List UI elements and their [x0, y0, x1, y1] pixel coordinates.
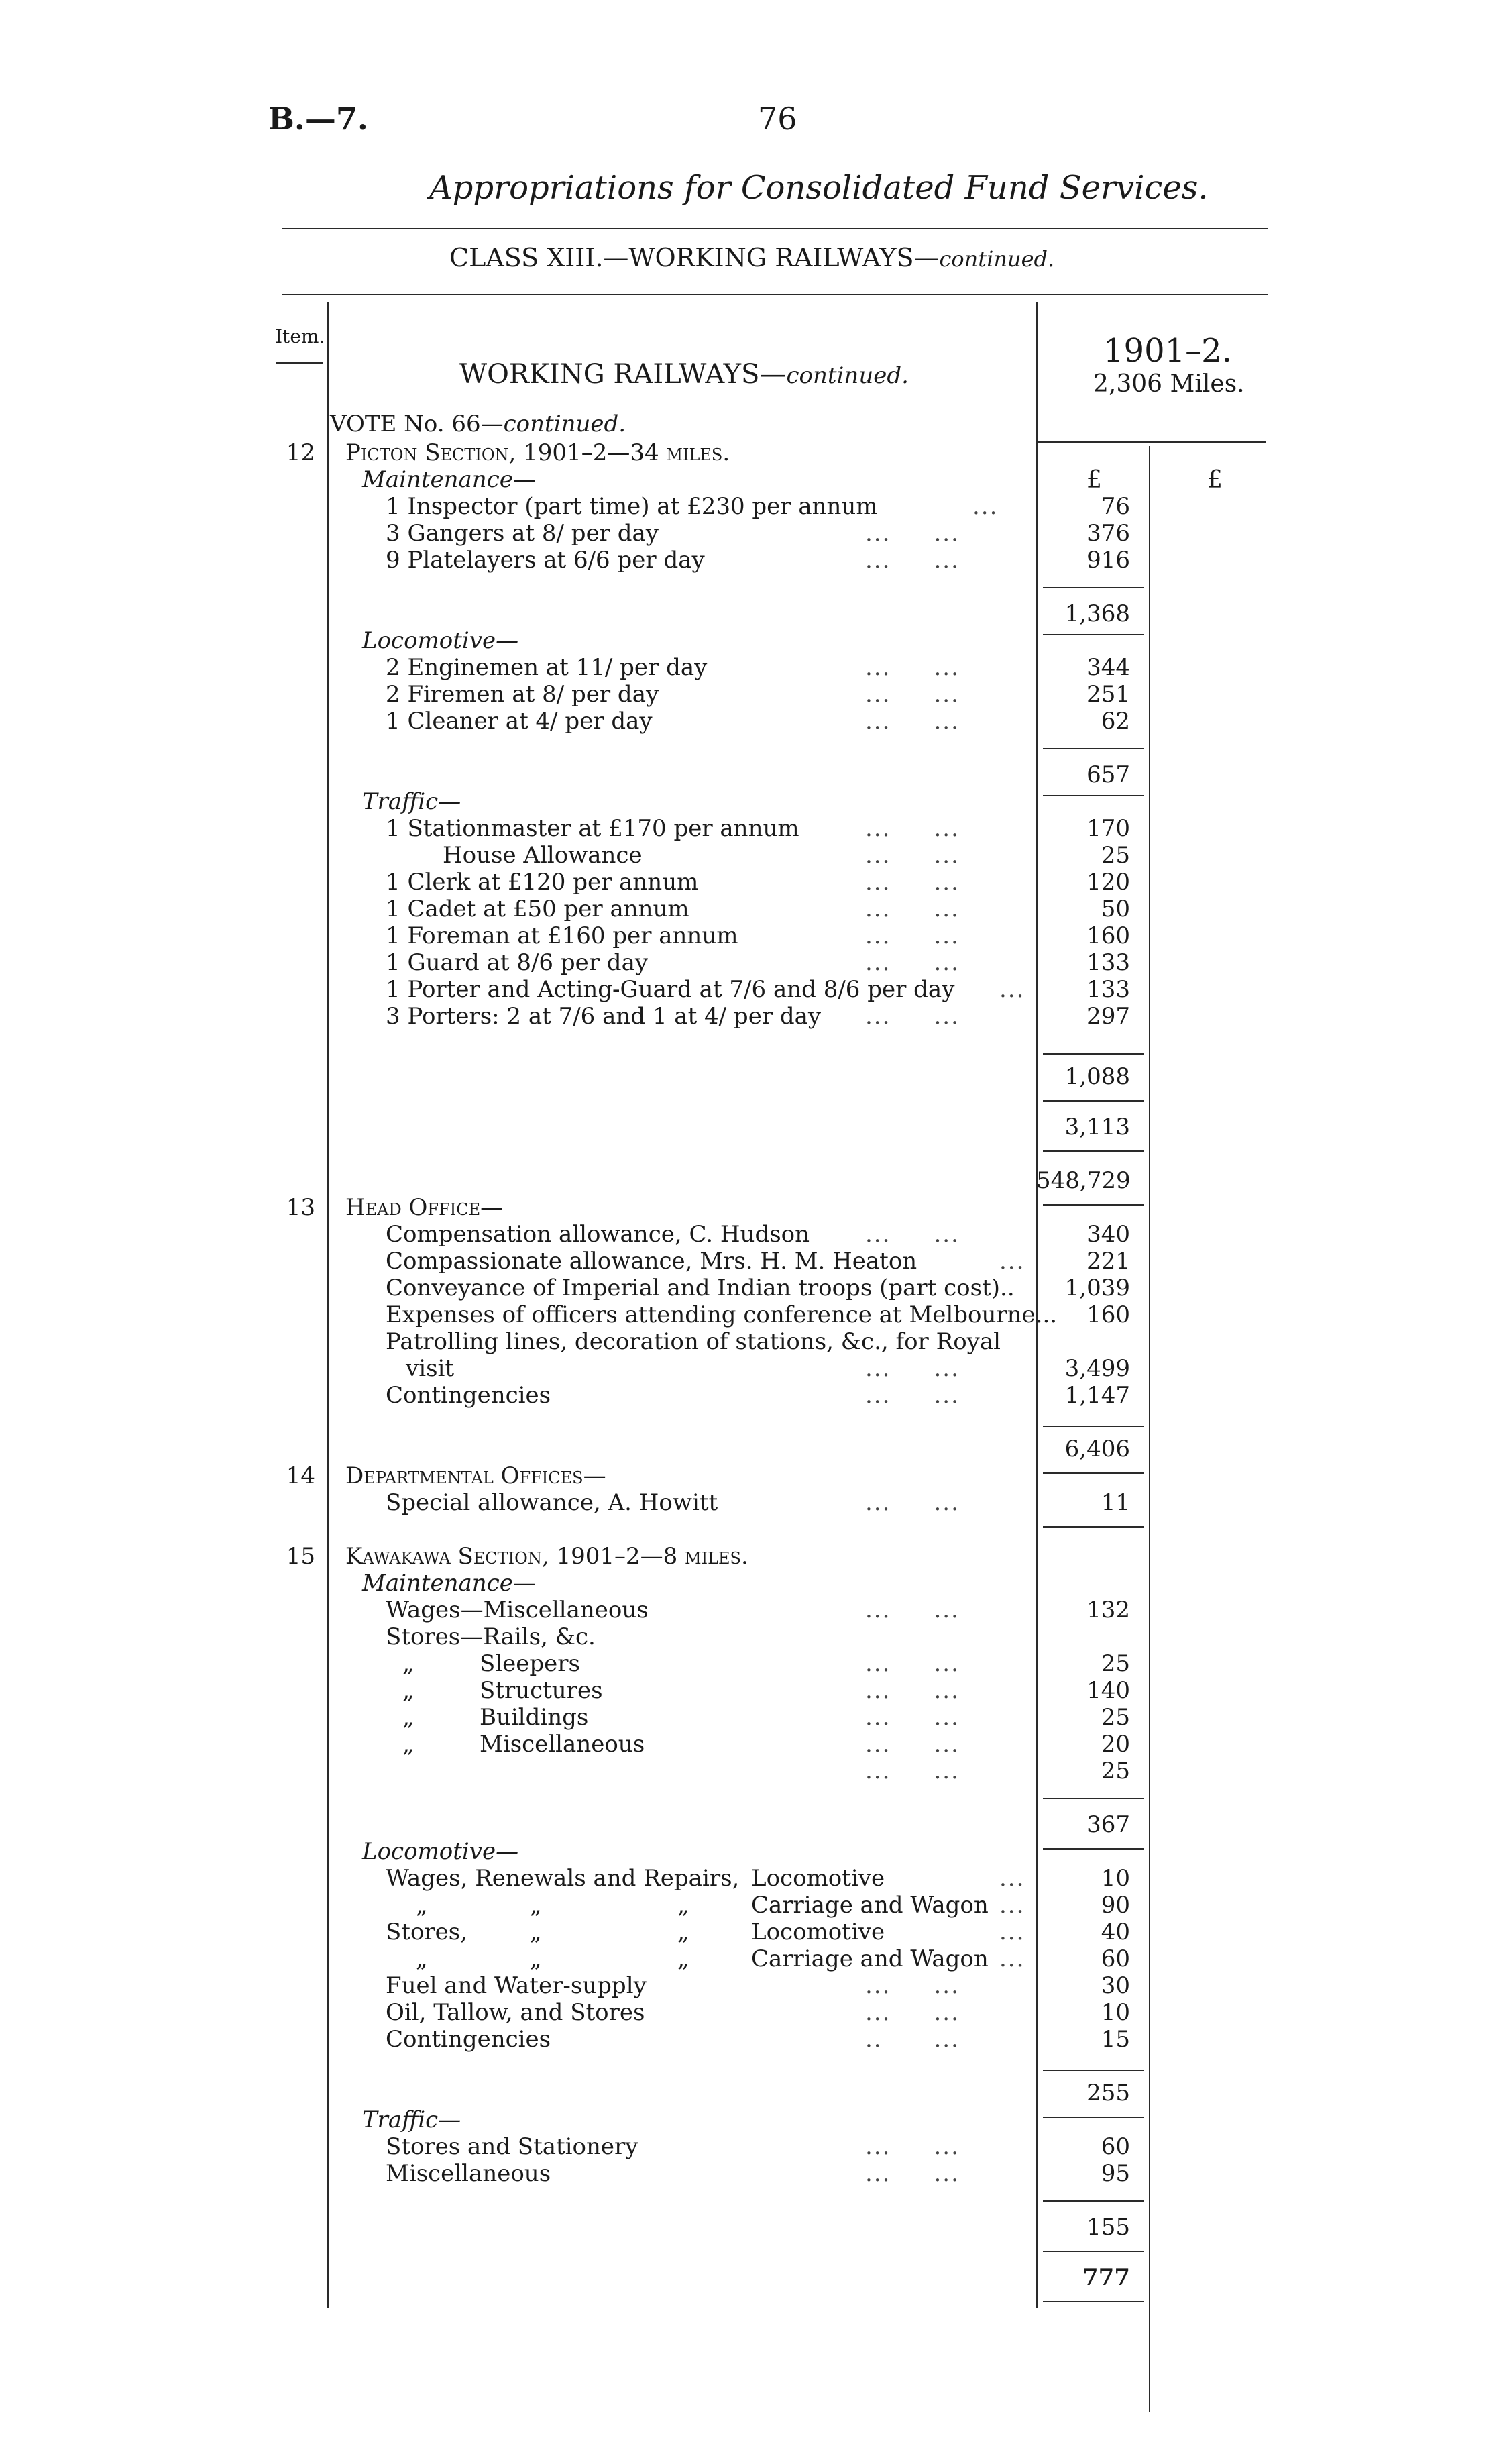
head-rule — [1038, 441, 1266, 443]
subtotal-rule — [1043, 1798, 1144, 1799]
leader-dots: ... ... — [865, 681, 960, 708]
vote-heading — [330, 411, 626, 437]
ditto-mark: „ — [416, 1892, 428, 1919]
ditto-mark: „ — [530, 1919, 542, 1945]
amount: 221 — [1086, 1248, 1130, 1275]
loco-type: Carriage and Wagon — [751, 1945, 989, 1972]
loco-type: Locomotive — [751, 1919, 885, 1945]
locomotive-label: Locomotive— — [362, 627, 519, 654]
subtotal-rule — [1043, 2070, 1144, 2071]
leader-dots: ... ... — [865, 1355, 960, 1382]
traffic-line: 1 Foreman at £160 per annum — [386, 922, 738, 949]
section-heading — [459, 359, 909, 390]
locomotive-line: 2 Firemen at 8/ per day — [386, 681, 659, 708]
miles-heading: 2,306 Miles. — [1093, 370, 1245, 398]
leader-dots: ... — [999, 1945, 1025, 1972]
stores-line: Structures — [480, 1677, 603, 1704]
item-column-label: Item. — [275, 325, 325, 347]
traffic-line: 1 Guard at 8/6 per day — [386, 949, 649, 976]
subtotal-rule — [1043, 2200, 1144, 2202]
locomotive-line: 2 Enginemen at 11/ per day — [386, 654, 708, 681]
year-heading: 1901–2. — [1103, 332, 1232, 370]
leader-dots: ... ... — [865, 896, 960, 922]
amount: 140 — [1086, 1677, 1130, 1704]
subtotal-rule — [1043, 2251, 1144, 2252]
subtotal-rule — [1043, 1204, 1144, 1206]
amount: 11 — [1101, 1489, 1130, 1516]
amount: 30 — [1101, 1972, 1130, 1999]
item-label-rule — [276, 362, 323, 364]
amount: 120 — [1086, 869, 1130, 896]
leader-dots: ... ... — [865, 520, 960, 547]
section-heading-main: WORKING RAILWAYS— — [459, 359, 787, 390]
subtotal-rule — [1043, 2117, 1144, 2118]
loco-type: Locomotive — [751, 1865, 885, 1892]
amount: 160 — [1086, 1301, 1130, 1328]
subtotal-rule — [1043, 748, 1144, 749]
loco-other-line: Oil, Tallow, and Stores — [386, 1999, 645, 2026]
subtotal-rule — [1043, 1426, 1144, 1427]
section-heading-cont: continued. — [786, 362, 909, 389]
stores-line: Miscellaneous — [480, 1731, 645, 1758]
class-heading — [449, 243, 1054, 272]
item-number-14: 14 — [286, 1462, 315, 1489]
amount: 251 — [1086, 681, 1130, 708]
class-heading-main: CLASS XIII.—WORKING RAILWAYS— — [449, 243, 940, 272]
ditto-mark: „ — [677, 1945, 689, 1972]
subtotal-rule — [1043, 795, 1144, 796]
head-office-heading: Head Office— — [345, 1194, 504, 1221]
carried-total: 548,729 — [1036, 1167, 1131, 1194]
leader-dots: ... — [972, 493, 999, 520]
traffic-label: Traffic— — [362, 2106, 461, 2133]
loco-other-line: Contingencies — [386, 2026, 551, 2053]
leader-dots: ... — [999, 1892, 1025, 1919]
stores-rails-line: Stores—Rails, &c. — [386, 1623, 596, 1650]
traffic-line: Stores and Stationery — [386, 2133, 638, 2160]
leader-dots: ... ... — [865, 708, 960, 735]
item-number-12: 12 — [286, 439, 315, 466]
traffic-line: Miscellaneous — [386, 2160, 551, 2187]
amount: 25 — [1101, 1704, 1130, 1731]
leader-dots: ... ... — [865, 1221, 960, 1248]
amount: 90 — [1101, 1892, 1130, 1919]
maintenance-line: 1 Inspector (part time) at £230 per annum — [386, 493, 878, 520]
ditto-mark: „ — [416, 1945, 428, 1972]
leader-dots: ... — [999, 976, 1025, 1003]
leader-dots: ... ... — [865, 1731, 960, 1758]
ditto-mark: „ — [402, 1704, 414, 1731]
kawakawa-locomotive-total: 255 — [1086, 2080, 1130, 2106]
ditto-mark: „ — [677, 1892, 689, 1919]
item-number-15: 15 — [286, 1543, 315, 1570]
kawakawa-section-heading: Kawakawa Section, 1901–2—8 miles. — [345, 1543, 748, 1570]
subtotal-rule — [1043, 1100, 1144, 1102]
leader-dots: ... ... — [865, 1489, 960, 1516]
maintenance-label: Maintenance— — [362, 1570, 536, 1597]
locomotive-label: Locomotive— — [362, 1838, 519, 1865]
class-heading-cont: continued. — [939, 246, 1055, 272]
maintenance-total: 1,368 — [1064, 600, 1130, 627]
leader-dots: ... ... — [865, 1677, 960, 1704]
contingencies-line: Contingencies — [386, 1382, 551, 1409]
table-top-rule — [282, 294, 1268, 295]
amount: 10 — [1101, 1865, 1130, 1892]
leader-dots: ... ... — [865, 2133, 960, 2160]
vote-heading-cont: continued. — [503, 411, 626, 437]
subtotal-rule — [1043, 1053, 1144, 1055]
traffic-line: 1 Clerk at £120 per annum — [386, 869, 699, 896]
amount: 25 — [1101, 842, 1130, 869]
leader-dots: ... ... — [865, 654, 960, 681]
leader-dots: ... ... — [865, 842, 960, 869]
leader-dots: ... ... — [865, 1758, 960, 1784]
patrol-line: Patrolling lines, decoration of stations, &c., for Royal — [386, 1328, 1001, 1355]
traffic-line: 1 Stationmaster at £170 per annum — [386, 815, 799, 842]
amount: 376 — [1086, 520, 1130, 547]
ditto-mark: „ — [402, 1677, 414, 1704]
kawakawa-section-total: 777 — [1082, 2264, 1130, 2291]
amount: 3,499 — [1064, 1355, 1130, 1382]
amount: 60 — [1101, 2133, 1130, 2160]
traffic-line: House Allowance — [443, 842, 643, 869]
page-number: 76 — [758, 101, 797, 137]
total-column-rule — [1149, 446, 1150, 2412]
subtotal-rule — [1043, 1472, 1144, 1474]
amount: 344 — [1086, 654, 1130, 681]
amount: 40 — [1101, 1919, 1130, 1945]
traffic-line: 1 Cadet at £50 per annum — [386, 896, 689, 922]
leader-dots: .. ... — [865, 2026, 960, 2053]
picton-section-heading: Picton Section, 1901–2—34 miles. — [345, 439, 730, 466]
amount: 10 — [1101, 1999, 1130, 2026]
stores-line: Buildings — [480, 1704, 589, 1731]
leader-dots: ... ... — [865, 1382, 960, 1409]
maintenance-line: 9 Platelayers at 6/6 per day — [386, 547, 705, 574]
traffic-line: 3 Porters: 2 at 7/6 and 1 at 4/ per day — [386, 1003, 822, 1030]
pound-sign-amounts: £ — [1086, 466, 1102, 494]
locomotive-total: 657 — [1086, 761, 1130, 788]
subtotal-rule — [1043, 587, 1144, 588]
patrol-line-cont: visit — [406, 1355, 455, 1382]
amount: 25 — [1101, 1758, 1130, 1784]
amount: 160 — [1086, 922, 1130, 949]
amount: 15 — [1101, 2026, 1130, 2053]
loco-wages-label: Wages, Renewals and Repairs, — [386, 1865, 740, 1892]
loco-stores-label: Stores, — [386, 1919, 468, 1945]
head-office-line: Conveyance of Imperial and Indian troops (part cost).. — [386, 1275, 1015, 1301]
picton-section-total: 3,113 — [1064, 1114, 1130, 1140]
head-office-line: Compassionate allowance, Mrs. H. M. Heaton — [386, 1248, 917, 1275]
amount: 25 — [1101, 1650, 1130, 1677]
leader-dots: ... — [999, 1919, 1025, 1945]
amount: 297 — [1086, 1003, 1130, 1030]
special-allowance-line: Special allowance, A. Howitt — [386, 1489, 718, 1516]
subtotal-rule — [1043, 634, 1144, 635]
subtotal-rule — [1043, 1848, 1144, 1850]
amount: 916 — [1086, 547, 1130, 574]
leader-dots: ... ... — [865, 1999, 960, 2026]
amount: 170 — [1086, 815, 1130, 842]
ditto-mark: „ — [677, 1919, 689, 1945]
header-rule — [282, 228, 1268, 229]
amount: 20 — [1101, 1731, 1130, 1758]
traffic-label: Traffic— — [362, 788, 461, 815]
kawakawa-traffic-total: 155 — [1086, 2214, 1130, 2241]
amount: 62 — [1101, 708, 1130, 735]
locomotive-line: 1 Cleaner at 4/ per day — [386, 708, 653, 735]
traffic-line: 1 Porter and Acting-Guard at 7/6 and 8/6 per day — [386, 976, 955, 1003]
ditto-mark: „ — [530, 1892, 542, 1919]
amount: 60 — [1101, 1945, 1130, 1972]
loco-type: Carriage and Wagon — [751, 1892, 989, 1919]
item-column-rule — [327, 302, 329, 2308]
leader-dots: ... ... — [865, 1704, 960, 1731]
leader-dots: ... ... — [865, 1597, 960, 1623]
head-office-line: Compensation allowance, C. Hudson — [386, 1221, 810, 1248]
ditto-mark: „ — [402, 1650, 414, 1677]
subtotal-rule — [1043, 2301, 1144, 2302]
head-office-line: Expenses of officers attending conference at Melbourne... — [386, 1301, 1058, 1328]
amount: 133 — [1086, 949, 1130, 976]
amount: 1,147 — [1064, 1382, 1130, 1409]
stores-line: Sleepers — [480, 1650, 580, 1677]
amount: 132 — [1086, 1597, 1130, 1623]
pound-sign-totals: £ — [1207, 466, 1223, 494]
kawakawa-maintenance-total: 367 — [1086, 1811, 1130, 1838]
leader-dots: ... ... — [865, 1972, 960, 1999]
ditto-mark: „ — [530, 1945, 542, 1972]
leader-dots: ... ... — [865, 547, 960, 574]
leader-dots: ... ... — [865, 949, 960, 976]
wages-misc-line: Wages—Miscellaneous — [386, 1597, 649, 1623]
maintenance-line: 3 Gangers at 8/ per day — [386, 520, 659, 547]
amount: 1,039 — [1064, 1275, 1130, 1301]
head-office-total: 6,406 — [1064, 1436, 1130, 1462]
subtotal-rule — [1043, 1150, 1144, 1152]
page-title: Appropriations for Consolidated Fund Services. — [429, 169, 1209, 207]
leader-dots: ... ... — [865, 1003, 960, 1030]
ditto-mark: „ — [402, 1731, 414, 1758]
amount: 76 — [1101, 493, 1130, 520]
leader-dots: ... ... — [865, 1650, 960, 1677]
maintenance-label: Maintenance— — [362, 466, 536, 493]
traffic-total: 1,088 — [1064, 1063, 1130, 1090]
leader-dots: ... ... — [865, 922, 960, 949]
subtotal-rule — [1043, 1526, 1144, 1528]
departmental-offices-heading: Departmental Offices— — [345, 1462, 606, 1489]
leader-dots: ... ... — [865, 2160, 960, 2187]
amount: 133 — [1086, 976, 1130, 1003]
amount: 340 — [1086, 1221, 1130, 1248]
vote-heading-main: VOTE No. 66— — [330, 411, 504, 437]
leader-dots: ... ... — [865, 869, 960, 896]
amount: 95 — [1101, 2160, 1130, 2187]
item-number-13: 13 — [286, 1194, 315, 1221]
leader-dots: ... — [999, 1248, 1025, 1275]
loco-other-line: Fuel and Water-supply — [386, 1972, 647, 1999]
amount: 50 — [1101, 896, 1130, 922]
leader-dots: ... ... — [865, 815, 960, 842]
leader-dots: ... — [999, 1865, 1025, 1892]
page-ref: B.—7. — [268, 101, 368, 137]
